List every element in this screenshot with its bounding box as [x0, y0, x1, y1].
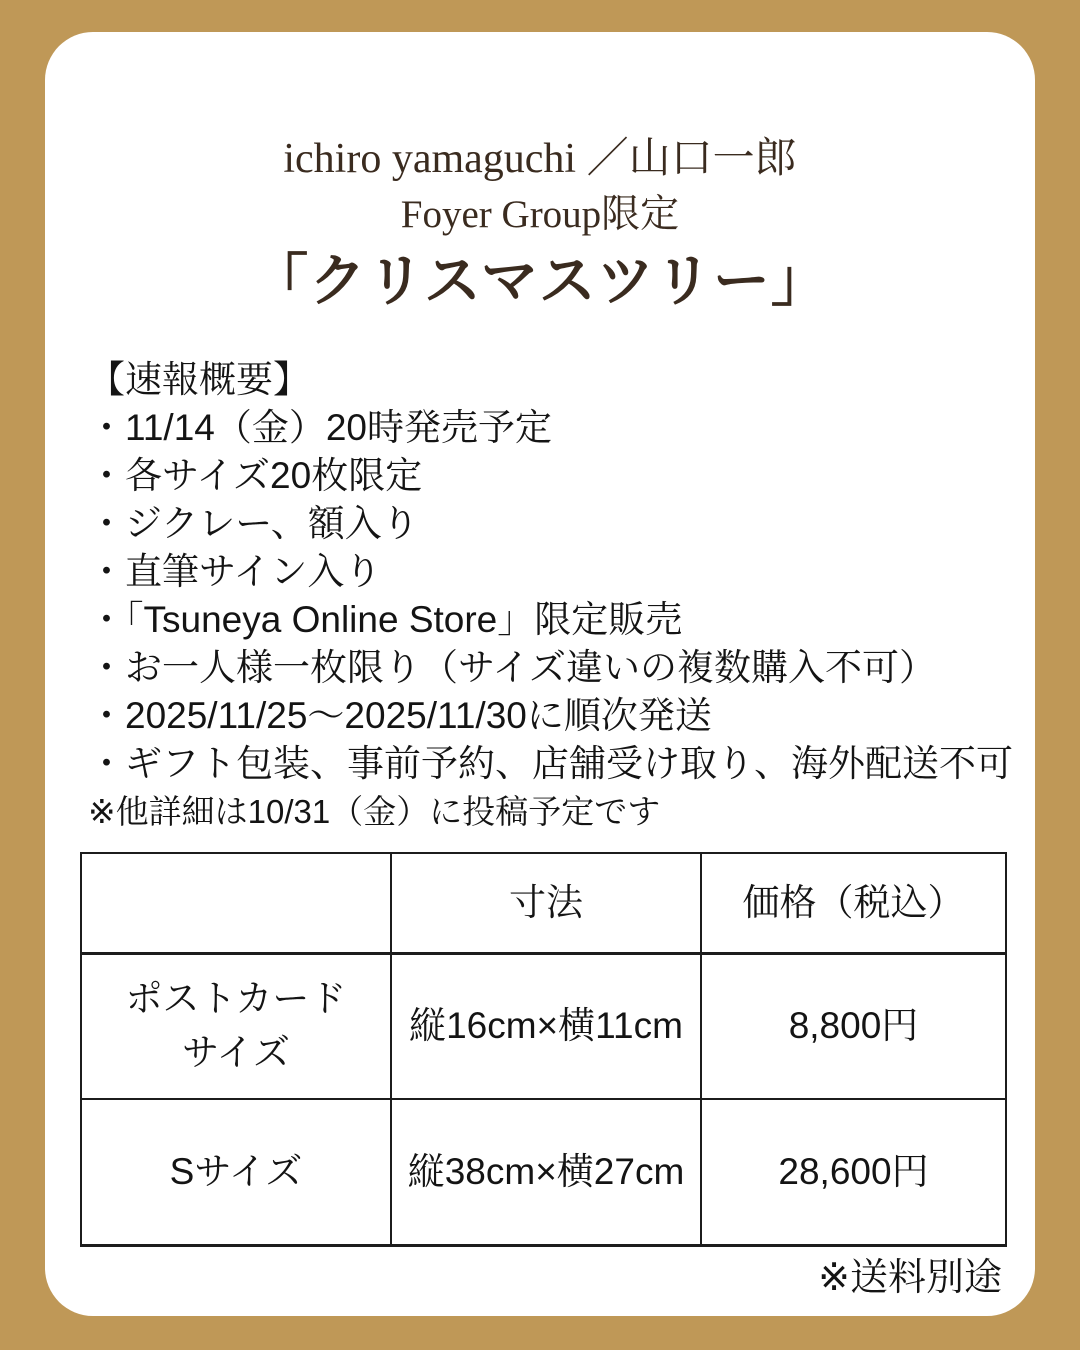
row-size-postcard: 縦16cm×横11cm [391, 953, 701, 1099]
bullet-one-per-person: ・お一人様一枚限り（サイズ違いの複数購入不可） [88, 647, 937, 688]
table-header-row [81, 853, 1006, 953]
row-label-line: ポストカード [125, 978, 347, 1020]
overview-section [88, 356, 1013, 836]
row-size-s-size: 縦38cm×横27cm [391, 1099, 701, 1245]
header-dimensions: 寸法 [391, 853, 701, 953]
row-label-postcard [81, 953, 391, 1099]
bullet-release-date: ・11/14（金）20時発売予定 [88, 407, 552, 448]
title-artist: ichiro yamaguchi ／山口一郎 [283, 136, 797, 182]
shipping-footnote: ※送料別途 [818, 1257, 1002, 1299]
row-label-s-size [81, 1099, 391, 1245]
row-label-line: サイズ [181, 1032, 291, 1074]
header-price: 価格（税込） [701, 853, 1006, 953]
price-table [80, 852, 1007, 1247]
title-artwork-name: 「クリスマスツリー」 [251, 250, 829, 313]
row-price-s-size: 28,600円 [701, 1099, 1006, 1245]
title-block [0, 132, 1080, 318]
bullet-restrictions: ・ギフト包装、事前予約、店舗受け取り、海外配送不可 [88, 743, 1013, 784]
title-edition: Foyer Group限定 [400, 193, 680, 236]
overview-heading: 【速報概要】 [88, 359, 310, 400]
row-label-line: Sサイズ [169, 1150, 303, 1192]
row-price-postcard: 8,800円 [701, 953, 1006, 1099]
bullet-store-exclusive: ・「Tsuneya Online Store」限定販売 [88, 599, 683, 640]
table-row-s-size [81, 1099, 1006, 1245]
header-blank-cell [81, 853, 391, 953]
bullet-giclee-framed: ・ジクレー、額入り [88, 503, 419, 544]
table-row-postcard [81, 953, 1006, 1099]
overview-note: ※他詳細は10/31（金）に投稿予定です [88, 793, 661, 830]
bullet-shipping-schedule: ・2025/11/25〜2025/11/30に順次発送 [88, 695, 712, 736]
bullet-limited-quantity: ・各サイズ20枚限定 [88, 455, 423, 496]
bullet-signed: ・直筆サイン入り [88, 551, 382, 592]
